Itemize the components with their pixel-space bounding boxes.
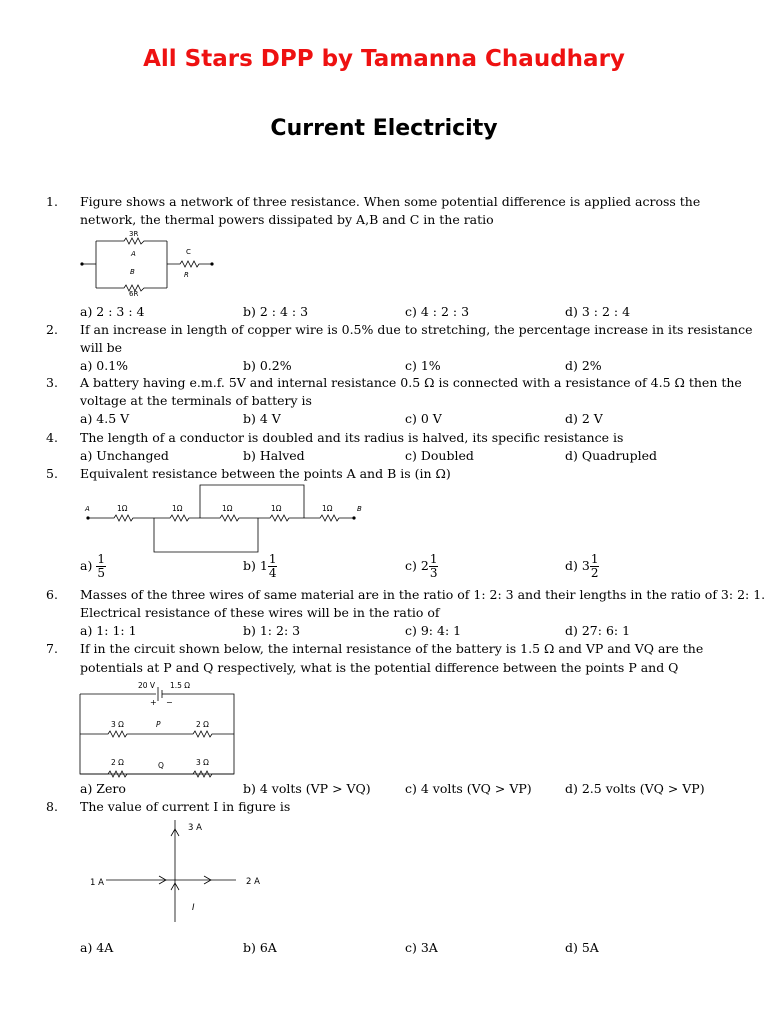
question-text: network, the thermal powers dissipated by A,B and C in the ratio bbox=[80, 212, 494, 227]
question-text: voltage at the terminals of battery is bbox=[80, 393, 312, 408]
option-b: b) 1 $\frac{1}{4}$ bbox=[243, 552, 277, 580]
label-r2: 2 Ω bbox=[196, 720, 209, 729]
q5-resistor-network-figure bbox=[82, 484, 372, 554]
option-b: b) 4 V bbox=[243, 411, 281, 426]
label-plus: + bbox=[150, 698, 157, 707]
label-1ohm: 1Ω bbox=[172, 504, 183, 513]
chapter-title: Current Electricity bbox=[270, 116, 498, 141]
question-text: Figure shows a network of three resistance. When some potential difference is applied across the bbox=[80, 194, 701, 209]
question-number: 6. bbox=[46, 587, 58, 602]
question-text: The value of current I in figure is bbox=[80, 799, 291, 814]
label-r4: 3 Ω bbox=[196, 758, 209, 767]
label-q: Q bbox=[158, 761, 164, 770]
question-text: Equivalent resistance between the points A and B is (in Ω) bbox=[80, 466, 451, 481]
label-r3: 2 Ω bbox=[111, 758, 124, 767]
q7-circuit-figure bbox=[78, 678, 248, 778]
question-text: will be bbox=[80, 340, 123, 355]
option-b: b) 0.2% bbox=[243, 358, 292, 373]
question-text: Masses of the three wires of same material are in the ratio of 1: 2: 3 and their lengths in the ratio of 3: 2: 1. bbox=[80, 587, 766, 602]
question-number: 4. bbox=[46, 430, 58, 445]
option-d: d) 5A bbox=[565, 940, 599, 955]
option-b: b) 1: 2: 3 bbox=[243, 623, 301, 638]
label-3a: 3 A bbox=[188, 823, 202, 833]
question-text: If in the circuit shown below, the internal resistance of the battery is 1.5 Ω and VP and VQ are the bbox=[80, 641, 704, 656]
label-p: P bbox=[156, 720, 161, 729]
label-1ohm: 1Ω bbox=[322, 504, 333, 513]
option-b: b) 2 : 4 : 3 bbox=[243, 304, 309, 319]
option-b: b) 6A bbox=[243, 940, 277, 955]
question-number: 8. bbox=[46, 799, 58, 814]
label-a: A bbox=[85, 505, 90, 513]
question-text: A battery having e.m.f. 5V and internal resistance 0.5 Ω is connected with a resistance of 4.5 Ω then the bbox=[80, 375, 742, 390]
option-a: a) 4.5 V bbox=[80, 411, 130, 426]
option-a: a) $\frac{1}{5}$ bbox=[80, 552, 105, 580]
option-c: c) 3A bbox=[405, 940, 438, 955]
label-2a: 2 A bbox=[246, 877, 260, 887]
option-c: c) 2 $\frac{1}{3}$ bbox=[405, 552, 438, 580]
option-a: a) Zero bbox=[80, 781, 126, 796]
option-d: d) 3 $\frac{1}{2}$ bbox=[565, 552, 599, 580]
option-d: d) 2 V bbox=[565, 411, 603, 426]
option-d: d) 2% bbox=[565, 358, 602, 373]
option-a: a) 0.1% bbox=[80, 358, 129, 373]
question-number: 3. bbox=[46, 375, 58, 390]
option-c: c) 4 : 2 : 3 bbox=[405, 304, 470, 319]
option-a: a) 4A bbox=[80, 940, 114, 955]
question-text: If an increase in length of copper wire is 0.5% due to stretching, the percentage increase in its resistance bbox=[80, 322, 753, 337]
page-title: All Stars DPP by Tamanna Chaudhary bbox=[143, 46, 625, 72]
label-i: I bbox=[192, 903, 195, 913]
question-number: 7. bbox=[46, 641, 58, 656]
option-c: c) 1% bbox=[405, 358, 441, 373]
option-a: a) 1: 1: 1 bbox=[80, 623, 137, 638]
question-number: 2. bbox=[46, 322, 58, 337]
option-c: c) 4 volts (VQ > VP) bbox=[405, 781, 532, 796]
option-d: d) 3 : 2 : 4 bbox=[565, 304, 631, 319]
label-1ohm: 1Ω bbox=[222, 504, 233, 513]
label-3r: 3R bbox=[129, 230, 139, 238]
option-d: d) 2.5 volts (VQ > VP) bbox=[565, 781, 705, 796]
label-r: R bbox=[184, 271, 189, 279]
q1-network-figure bbox=[82, 228, 222, 298]
option-d: d) Quadrupled bbox=[565, 448, 658, 463]
option-c: c) 9: 4: 1 bbox=[405, 623, 462, 638]
question-number: 1. bbox=[46, 194, 58, 209]
label-a: A bbox=[131, 250, 136, 258]
label-1ohm: 1Ω bbox=[117, 504, 128, 513]
label-1ohm: 1Ω bbox=[271, 504, 282, 513]
q8-junction-figure bbox=[86, 818, 286, 928]
label-emf: 20 V bbox=[138, 681, 156, 690]
question-number: 5. bbox=[46, 466, 58, 481]
option-a: a) 2 : 3 : 4 bbox=[80, 304, 145, 319]
label-b: B bbox=[130, 268, 135, 276]
label-b: B bbox=[357, 505, 362, 513]
question-text: potentials at P and Q respectively, what is the potential difference between the points P and Q bbox=[80, 660, 679, 675]
label-internal-resistance: 1.5 Ω bbox=[170, 681, 191, 690]
label-c: C bbox=[186, 248, 191, 256]
question-text: Electrical resistance of these wires will be in the ratio of bbox=[80, 605, 440, 620]
option-c: c) Doubled bbox=[405, 448, 474, 463]
option-a: a) Unchanged bbox=[80, 448, 169, 463]
option-d: d) 27: 6: 1 bbox=[565, 623, 631, 638]
option-c: c) 0 V bbox=[405, 411, 442, 426]
label-1a: 1 A bbox=[90, 878, 104, 888]
option-b: b) Halved bbox=[243, 448, 305, 463]
label-6r: 6R bbox=[129, 290, 139, 298]
option-b: b) 4 volts (VP > VQ) bbox=[243, 781, 371, 796]
question-text: The length of a conductor is doubled and its radius is halved, its specific resistance is bbox=[80, 430, 624, 445]
label-r1: 3 Ω bbox=[111, 720, 124, 729]
label-minus: − bbox=[166, 698, 173, 707]
